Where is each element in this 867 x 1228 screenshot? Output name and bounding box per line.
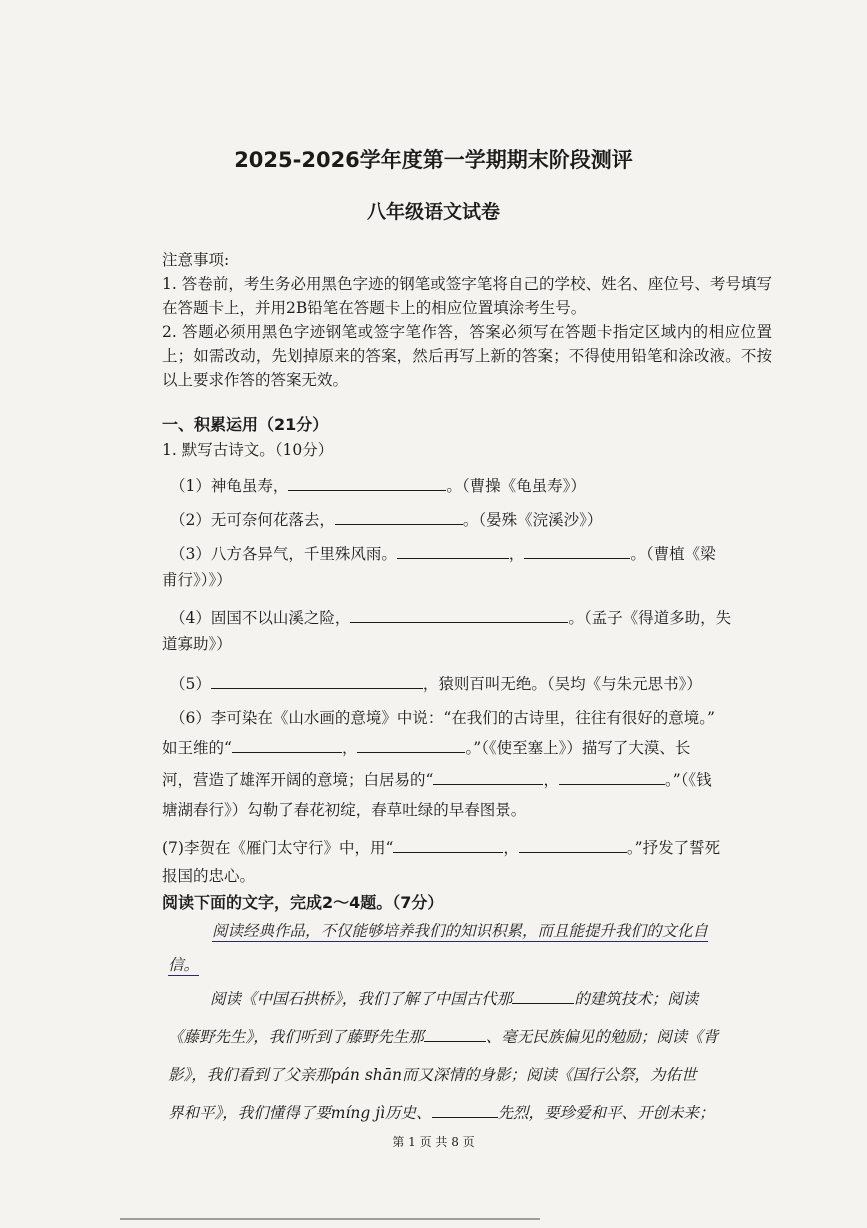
answer-blank[interactable] bbox=[232, 737, 342, 753]
reading-passage: 阅读《中国石拱桥》，我们了解了中国古代那 的建筑技术；阅读 《藤野先生》，我们听到了藤野先生那 、毫无民族偏见的勉励；阅读《背 影》，我们看到了父亲那pán shān而又深情的身影；阅读《国行公祭，为佑世 界和平》，我们懂得了要míng jì历史、 先烈，要珍爱和平、开创未来； bbox=[168, 990, 719, 1122]
q1-item-6: （6）李可染在《山水画的意境》中说：“在我们的古诗里，往往有很好的意境。” bbox=[170, 709, 715, 727]
q1-item-2: （2）无可奈何花落去， 。（晏殊《浣溪沙》） bbox=[170, 511, 603, 529]
answer-blank[interactable] bbox=[350, 607, 568, 623]
answer-blank[interactable] bbox=[432, 1102, 498, 1118]
answer-blank[interactable] bbox=[335, 509, 463, 525]
q1-item-6-line2: 如王维的“ ， 。”（《使至塞上》）描写了大漠、长 bbox=[162, 739, 691, 757]
reading-intro: 阅读经典作品，不仅能够培养我们的知识积累，而且能提升我们的文化自 信。 bbox=[168, 922, 709, 974]
q1-heading: 1. 默写古诗文。（10分） bbox=[162, 441, 334, 459]
q1-item-4: （4）固国不以山溪之险， 。（孟子《得道多助，失 bbox=[170, 609, 732, 627]
q1-item-3-cont: 甫行》）》） bbox=[162, 571, 232, 589]
answer-blank[interactable] bbox=[357, 737, 465, 753]
q1-item-1: （1）神龟虽寿， 。（曹操《龟虽寿》） bbox=[170, 477, 586, 495]
q1-item-4-cont: 道寡助》） bbox=[162, 635, 232, 653]
answer-blank[interactable] bbox=[519, 837, 627, 853]
scan-edge-divider bbox=[120, 1218, 540, 1220]
q1-item-6-line4: 塘湖春行》）勾勒了春花初绽，春草吐绿的早春图景。 bbox=[162, 801, 527, 819]
answer-blank[interactable] bbox=[424, 1026, 486, 1042]
q1-item-3: （3）八方各异气，千里殊风雨。 ， 。（曹植《梁 bbox=[170, 545, 716, 563]
q1-item-6-line3: 河，营造了雄浑开阔的意境；白居易的“ ， 。”（《钱 bbox=[162, 771, 712, 789]
q1-item-7-cont: 报国的忠心。 bbox=[162, 867, 256, 885]
notice-heading: 注意事项: bbox=[162, 251, 230, 269]
notice-block bbox=[162, 248, 772, 392]
answer-blank[interactable] bbox=[512, 988, 574, 1004]
page-number: 第 1 页 共 8 页 bbox=[392, 1135, 475, 1149]
notice-item-1: 1. 答卷前，考生务必用黑色字迹的钢笔或签字笔将自己的学校、姓名、座位号、考号填写在答题卡上，并用2B铅笔在答题卡上的相应位置填涂考生号。 bbox=[162, 275, 772, 317]
answer-blank[interactable] bbox=[288, 475, 446, 491]
answer-blank[interactable] bbox=[433, 769, 543, 785]
q1-item-5: （5） ，猿则百叫无绝。（吴均《与朱元思书》） bbox=[170, 675, 702, 693]
section-1-heading: 一、积累运用（21分） bbox=[162, 415, 329, 434]
reading-heading: 阅读下面的文字，完成2～4题。（7分） bbox=[162, 893, 444, 912]
answer-blank[interactable] bbox=[559, 769, 665, 785]
answer-blank[interactable] bbox=[393, 837, 503, 853]
answer-blank[interactable] bbox=[211, 673, 423, 689]
q1-item-7: (7)李贺在《雁门太守行》中，用“ ， 。”抒发了誓死 bbox=[162, 839, 721, 857]
answer-blank[interactable] bbox=[524, 543, 630, 559]
notice-item-2: 2. 答题必须用黑色字迹钢笔或签字笔作答，答案必须写在答题卡指定区域内的相应位置上；如需改动，先划掉原来的答案，然后再写上新的答案；不得使用铅笔和涂改液。不按以上要求作答的答案无效。 bbox=[162, 323, 772, 389]
exam-title: 2025-2026学年度第一学期期末阶段测评 bbox=[234, 148, 633, 172]
answer-blank[interactable] bbox=[397, 543, 509, 559]
exam-subtitle: 八年级语文试卷 bbox=[366, 201, 500, 223]
